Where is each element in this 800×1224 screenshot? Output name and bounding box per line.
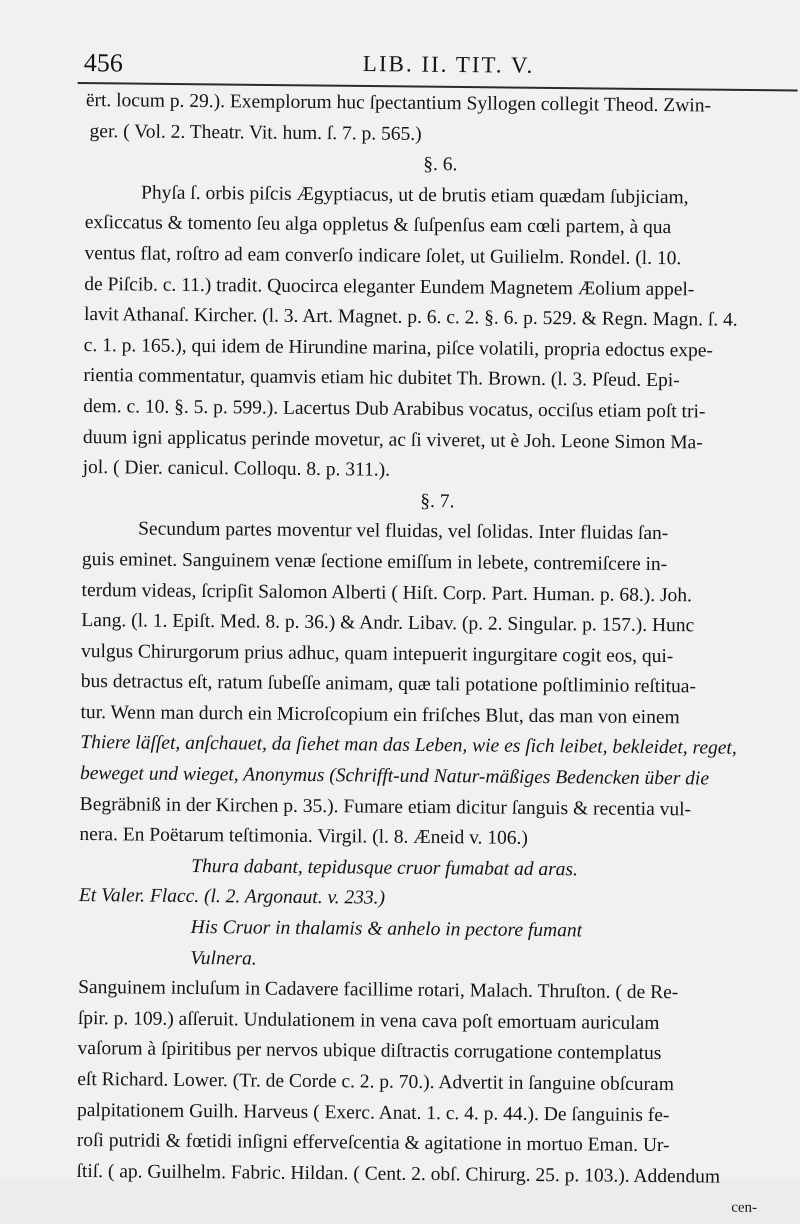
body-text: [76, 86, 776, 1224]
text-line: de Piſcib. c. 11.) tradit. Quocirca eleganter Eundem Magnetem Æolium appel-: [84, 273, 695, 300]
text-line: roſi putridi & fœtidi inſigni effervеſcentia & agitatione in mortuo Eman. Ur-: [76, 1130, 670, 1157]
running-title: LIB. II. TIT. V.: [362, 50, 535, 78]
text-line: ger. ( Vol. 2. Theatr. Vit. hum. ſ. 7. p. 565.): [89, 120, 422, 145]
text-line: Phyſa ſ. orbis piſcis Ægyptiacus, ut de brutis etiam quædam ſubjiciam,: [140, 182, 689, 209]
verse-line: Thura dabant, tepidusque cruor fumabat ad aras.: [191, 855, 579, 881]
text-line: ſtiſ. ( ap. Guilhelm. Fabric. Hildan. ( Cent. 2. obſ. Chirurg. 25. p. 103.). Addendum: [76, 1160, 721, 1188]
verse-line: His Cruor in thalamis & anhelo in pectore fumant: [190, 916, 583, 942]
text-line: rientia commentatur, quamvis etiam hic dubitet Th. Brown. (l. 3. Pſeud. Epi-: [83, 365, 680, 392]
text-line: tur. Wenn man durch ein Microſcopium ein friſches Blut, das man von einem: [80, 701, 680, 729]
text-line: vaſorum à ſpiritibus per nervos ubique diſtractis corrugatione contemplatus: [77, 1038, 662, 1065]
text-line: ventus flat, roſtro ad eam converſo indicare ſolet, ut Guilielm. Rondel. (l. 10.: [84, 242, 682, 270]
text-line: duum igni applicatus perinde movetur, ac ſi viveret, ut è Joh. Leone Simon Ma-: [82, 426, 703, 453]
text-line: lavit Athanaſ. Kircher. (l. 3. Art. Magnet. p. 6. c. 2. §. 6. p. 529. & Regn. Magn. ſ. 4.: [83, 304, 738, 331]
text-line: c. 1. p. 165.), qui idem de Hirundine marina, piſce volatili, propria edoctus expe-: [83, 334, 714, 362]
text-line: Et Valer. Flacc. (l. 2. Argonaut. v. 233.): [78, 885, 386, 910]
text-line: bus detractus eſt, ratum ſubeſſe animam, quæ tali potatione poſtliminio reſtitua-: [80, 671, 697, 698]
text-line: jol. ( Dier. canicul. Colloqu. 8. p. 311.).: [82, 457, 391, 481]
verse-line: Vulnera.: [190, 947, 257, 970]
text-line: Lang. (l. 1. Epiſt. Med. 8. p. 36.) & Andr. Libav. (p. 2. Singular. p. 157.). Hunc: [81, 610, 695, 637]
running-header: [78, 48, 798, 92]
text-line: exſiccatus & tomento ſeu alga oppletus & ſuſpenſus eam cœli partem, à qua: [84, 212, 672, 239]
text-line: palpitationem Guilh. Harveus ( Exerc. Anat. 1. c. 4. p. 44.). De ſanguinis fe-: [76, 1099, 670, 1126]
text-line: vulgus Chirurgorum prius adhuc, quam intepuerit ingurgitare cogit eos, qui-: [80, 640, 674, 667]
catchword: cen-: [731, 1200, 758, 1217]
text-line: beweget und wieget, Anonymus (Schrifft-und Natur-mäßiges Bedencken über die: [79, 763, 710, 790]
text-line: guis eminet. Sanguinem venæ ſectione emiſſum in lebete, contremiſcere in-: [81, 548, 668, 575]
text-line: nera. En Poëtarum teſtimonia. Virgil. (l. 8. Æneid v. 106.): [79, 824, 529, 850]
page-number: 456: [83, 48, 123, 78]
text-line: ërt. locum p. 29.). Exemplorum huc ſpectantium Syllogen collegit Theod. Zwin-: [85, 89, 712, 117]
section-heading: §. 6.: [423, 154, 458, 176]
section-heading: §. 7.: [420, 490, 455, 512]
text-line: terdum videas, ſcripſit Salomon Alberti ( Hiſt. Corp. Part. Human. p. 68.). Joh.: [81, 579, 693, 606]
text-line: Sanguinem incluſum in Cadavere facillime rotari, Malach. Thruſton. ( de Re-: [78, 977, 679, 1004]
text-line: dem. c. 10. §. 5. p. 599.). Lacertus Dub Arabibus vocatus, occiſus etiam poſt tri-: [83, 395, 706, 423]
text-line: Secundum partes moventur vel fluidas, vel ſolidas. Inter fluidas ſan-: [138, 518, 669, 545]
text-line: eſt Richard. Lower. (Tr. de Corde c. 2. p. 70.). Advertit in ſanguine obſcuram: [77, 1068, 675, 1096]
text-line: ſpir. p. 109.) aſſeruit. Undulationem in vena cava poſt emortuam auriculam: [77, 1007, 660, 1034]
text-line: Begräbniß in der Kirchen p. 35.). Fumare etiam dicitur ſanguis & recentia vul-: [79, 793, 692, 820]
text-line: Thiere läſſet, anſchauet, da ſiehet man das Leben, wie es ſich leibet, bekleidet, reget,: [80, 732, 737, 760]
